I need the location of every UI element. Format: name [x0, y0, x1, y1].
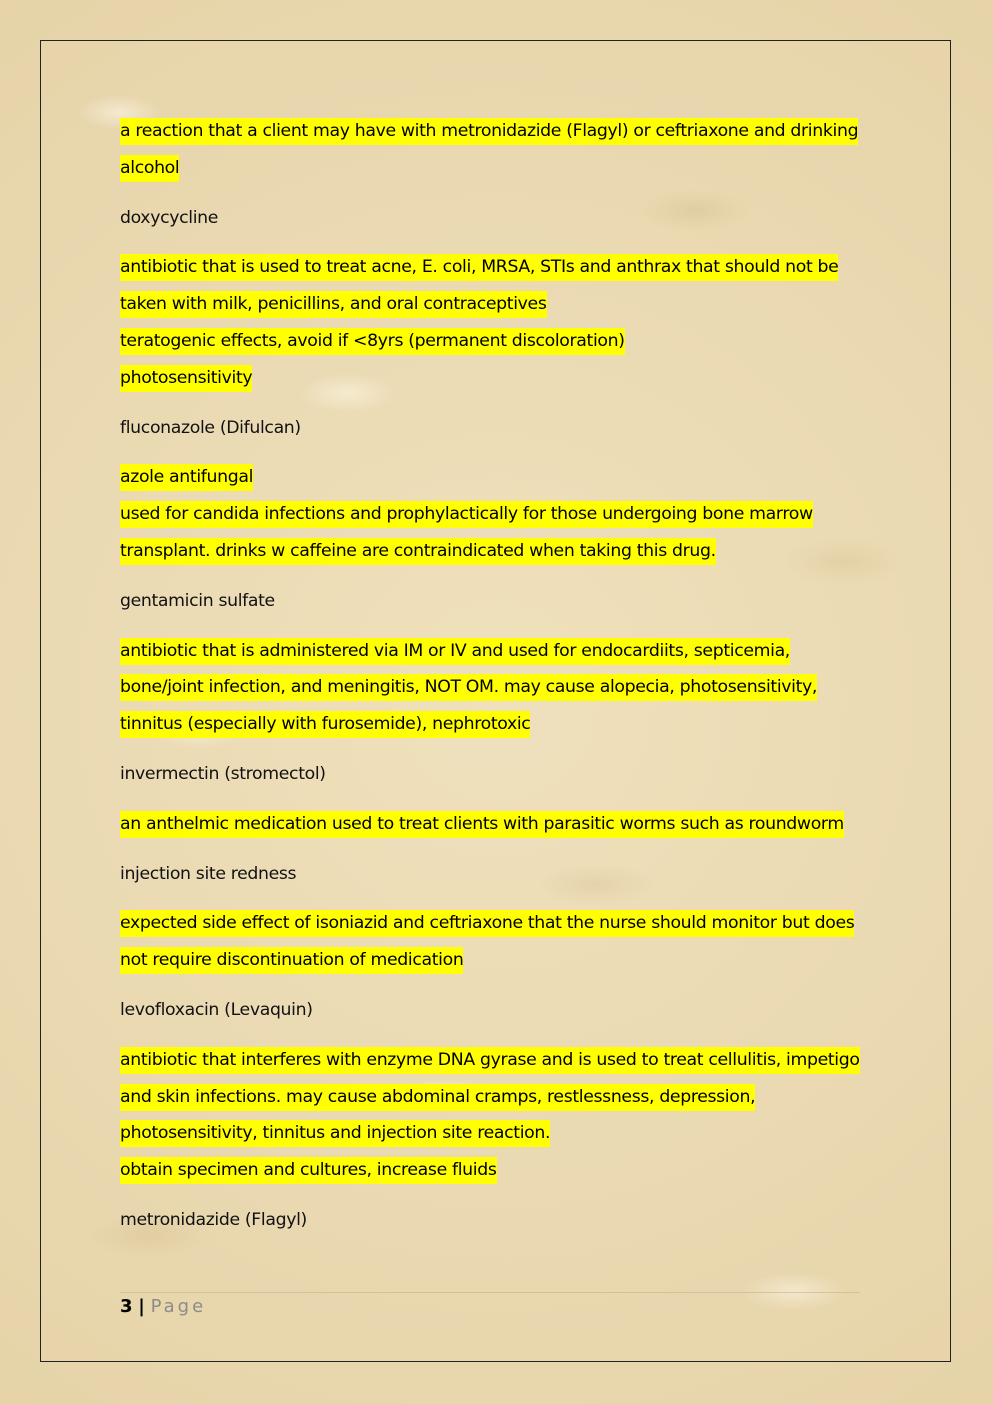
term-text: injection site redness — [120, 863, 297, 884]
highlighted-text: transplant. drinks w caffeine are contraindicated when taking this drug. — [120, 538, 716, 565]
term-block — [120, 992, 880, 1029]
highlighted-text: antibiotic that is used to treat acne, E. coli, MRSA, STIs and anthrax that should not be — [120, 254, 838, 281]
highlighted-text: obtain specimen and cultures, increase fluids — [120, 1157, 497, 1184]
term-text: gentamicin sulfate — [120, 590, 275, 611]
term-text: metronidazide (Flagyl) — [120, 1209, 307, 1230]
term-text: doxycycline — [120, 207, 219, 228]
document-body — [120, 113, 880, 1239]
footer-separator: | — [138, 1296, 145, 1317]
page-label: Page — [150, 1296, 207, 1317]
term-text: fluconazole (Difulcan) — [120, 417, 301, 438]
highlighted-text: bone/joint infection, and meningitis, NOT OM. may cause alopecia, photosensitivity, — [120, 674, 817, 701]
term-text: invermectin (stromectol) — [120, 763, 326, 784]
definition-block — [120, 1042, 880, 1189]
highlighted-text: taken with milk, penicillins, and oral contraceptives — [120, 291, 547, 318]
highlighted-text: used for candida infections and prophylactically for those undergoing bone marrow — [120, 501, 813, 528]
highlighted-text: azole antifungal — [120, 464, 253, 491]
term-block — [120, 1202, 880, 1239]
definition-block — [120, 113, 880, 187]
highlighted-text: photosensitivity — [120, 365, 252, 392]
highlighted-text: not require discontinuation of medication — [120, 947, 463, 974]
highlighted-text: and skin infections. may cause abdominal cramps, restlessness, depression, — [120, 1084, 755, 1111]
highlighted-text: antibiotic that is administered via IM or IV and used for endocardiits, septicemia, — [120, 638, 790, 665]
term-block — [120, 410, 880, 447]
definition-block — [120, 249, 880, 396]
definition-block — [120, 806, 880, 843]
term-block — [120, 856, 880, 893]
highlighted-text: teratogenic effects, avoid if <8yrs (permanent discoloration) — [120, 328, 625, 355]
page-number: 3 — [120, 1296, 133, 1317]
highlighted-text: expected side effect of isoniazid and ceftriaxone that the nurse should monitor but does — [120, 910, 854, 937]
term-block — [120, 200, 880, 237]
page-footer — [120, 1296, 206, 1317]
term-block — [120, 583, 880, 620]
highlighted-text: alcohol — [120, 155, 179, 182]
highlighted-text: photosensitivity, tinnitus and injection site reaction. — [120, 1120, 550, 1147]
definition-block — [120, 633, 880, 743]
footer-divider — [120, 1292, 860, 1293]
highlighted-text: a reaction that a client may have with metronidazide (Flagyl) or ceftriaxone and drinking — [120, 118, 858, 145]
term-text: levofloxacin (Levaquin) — [120, 999, 313, 1020]
highlighted-text: antibiotic that interferes with enzyme DNA gyrase and is used to treat cellulitis, impetigo — [120, 1047, 860, 1074]
definition-block — [120, 459, 880, 569]
definition-block — [120, 905, 880, 979]
highlighted-text: tinnitus (especially with furosemide), nephrotoxic — [120, 711, 530, 738]
term-block — [120, 756, 880, 793]
highlighted-text: an anthelmic medication used to treat clients with parasitic worms such as roundworm — [120, 811, 844, 838]
